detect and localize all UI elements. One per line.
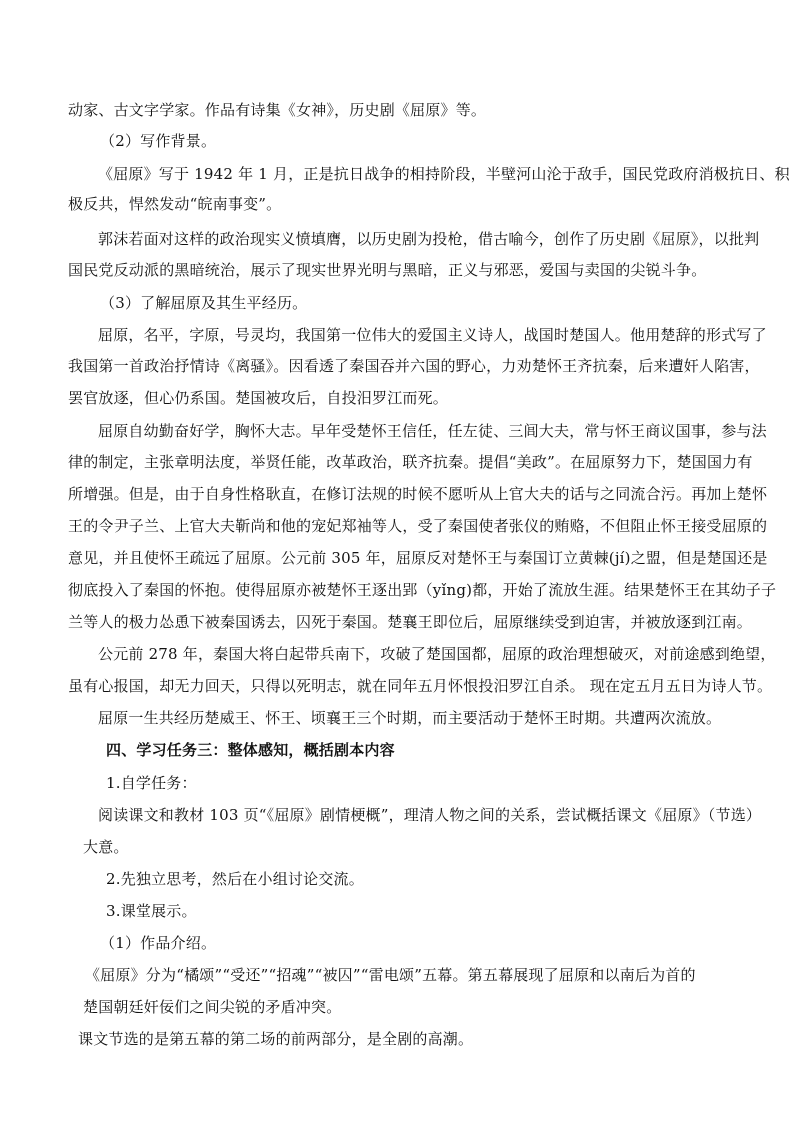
text-line: 所增强。但是，由于自身性格耿直，在修订法规的时候不愿听从上官大夫的话与之同流合污。再加上楚怀	[68, 485, 768, 503]
text-line: 郭沫若面对这样的政治现实义愤填膺，以历史剧为投枪，借古喻今，创作了历史剧《屈原》，以批判	[98, 230, 760, 248]
text-line: 国民党反动派的黑暗统治，展示了现实世界光明与黑暗，正义与邪恶，爱国与卖国的尖锐斗争。	[68, 261, 707, 279]
text-line: 大意。	[83, 838, 129, 856]
text-line: 王的令尹子兰、上官大夫靳尚和他的宠妃郑袖等人，受了秦国使者张仪的贿赂，不但阻止怀王接受屈原的	[68, 517, 768, 535]
text-line: 楚国朝廷奸佞们之间尖锐的矛盾冲突。	[83, 998, 342, 1016]
section-label: （1）作品介绍。	[100, 934, 217, 952]
text-line: 屈原一生共经历楚威王、怀王、顷襄王三个时期，而主要活动于楚怀王时期。共遭两次流放。	[98, 709, 722, 727]
text-line: 我国第一首政治抒情诗《离骚》。因看透了秦国吞并六国的野心，力劝楚怀王齐抗秦，后来遭奸人陷害，	[68, 357, 760, 375]
text-line: 课文节选的是第五幕的第二场的前两部分，是全剧的高潮。	[78, 1030, 474, 1048]
section-label: （2）写作背景。	[100, 132, 217, 150]
text-line: 动家、古文字学家。作品有诗集《女神》，历史剧《屈原》等。	[68, 101, 487, 119]
text-line: 意见，并且使怀王疏远了屈原。公元前 305 年，屈原反对楚怀王与秦国订立黄棘(jí)之盟，但是楚国还是	[68, 549, 768, 567]
section-label: （3）了解屈原及其生平经历。	[100, 294, 308, 312]
text-line: 屈原自幼勤奋好学，胸怀大志。早年受楚怀王信任，任左徒、三闾大夫，常与怀王商议国事，参与法	[98, 422, 767, 440]
text-line: 极反共，悍然发动“皖南事变”。	[68, 195, 282, 213]
text-line: 1.自学任务：	[106, 774, 197, 792]
text-line: 律的制定，主张章明法度，举贤任能，改革政治，联齐抗秦。提倡“美政”。在屈原努力下，楚国国力有	[68, 453, 753, 471]
text-line: 屈原，名平，字原，号灵均，我国第一位伟大的爱国主义诗人，战国时楚国人。他用楚辞的形式写了	[98, 326, 767, 344]
text-line: 虽有心报国，却无力回天，只得以死明志，就在同年五月怀恨投汨罗江自杀。 现在定五月五日为诗人节。	[68, 677, 773, 695]
text-line: 彻底投入了秦国的怀抱。使得屈原亦被楚怀王逐出郢（yǐng)都，开始了流放生涯。结果楚怀王在其幼子子	[68, 581, 777, 599]
text-line: 3.课堂展示。	[106, 902, 197, 920]
text-line: 阅读课文和教材 103 页“《屈原》剧情梗概”，理清人物之间的关系，尝试概括课文《屈原》（节选）	[98, 806, 762, 824]
text-line: 兰等人的极力怂恿下被秦国诱去，囚死于秦国。楚襄王即位后，屈原继续受到迫害，并被放逐到江南。	[68, 613, 753, 631]
text-line: 《屈原》写于 1942 年 1 月，正是抗日战争的相持阶段，半壁河山沦于敌手，国民党政府消极抗日、积	[98, 165, 790, 183]
section-heading: 四、学习任务三：整体感知，概括剧本内容	[106, 741, 395, 759]
text-line: 罢官放逐，但心仍系国。楚国被攻后，自投汨罗江而死。	[68, 389, 449, 407]
text-line: 2.先独立思考，然后在小组讨论交流。	[106, 870, 364, 888]
text-line: 公元前 278 年，秦国大将白起带兵南下，攻破了楚国国都，屈原的政治理想破灭，对前途感到绝望，	[98, 645, 776, 663]
text-line: 《屈原》分为“橘颂”“受还”“招魂”“被囚”“雷电颂”五幕。第五幕展现了屈原和以南后为首的	[85, 966, 696, 984]
